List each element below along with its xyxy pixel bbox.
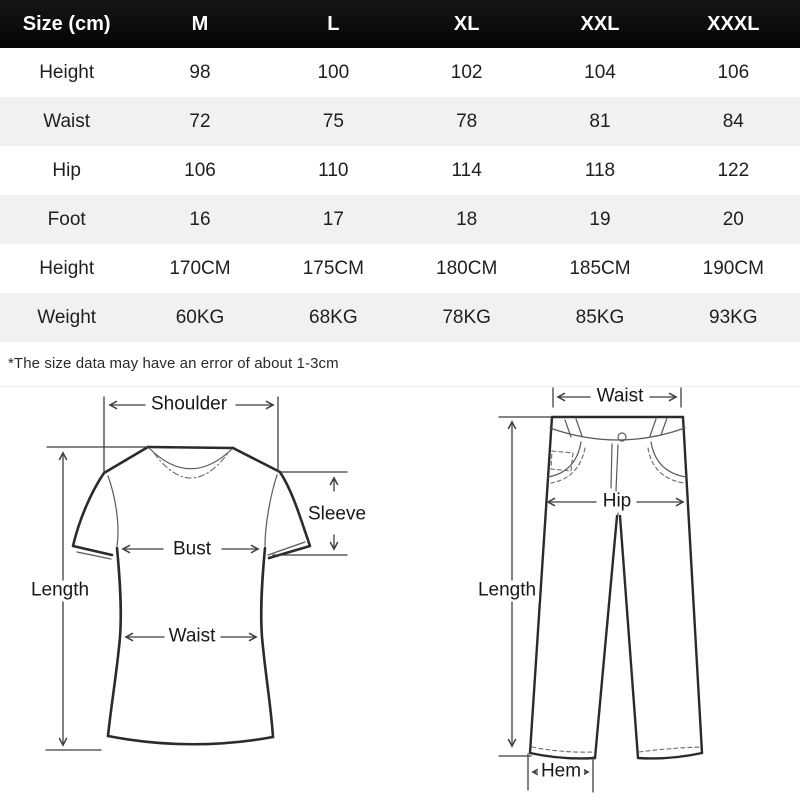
table-cell: 75 [322,111,344,132]
shirt-pants-line-art [0,380,800,800]
row-label: Hip [52,160,81,181]
size-header-xl: XL [453,13,480,35]
table-cell: 170CM [169,258,231,279]
size-header-xxl: XXL [580,13,620,35]
table-row-hip [0,146,800,195]
table-cell: 114 [451,160,482,181]
table-cell: 185CM [569,258,631,279]
table-cell: 17 [322,209,344,230]
pants-hem-label: Hem [538,762,584,783]
table-cell: 18 [456,209,478,230]
pants-hip-label: Hip [600,492,635,513]
table-row-waist [0,97,800,146]
table-cell: 106 [717,62,750,83]
pants-length-label: Length [475,581,539,602]
table-row-weight [0,293,800,342]
table-cell: 68KG [309,307,358,328]
table-cell: 190CM [702,258,764,279]
table-cell: 60KG [175,307,225,328]
size-header-l: L [327,13,340,35]
size-tolerance-note: *The size data may have an error of about 1-3cm [8,355,339,372]
collar-stitch-line [154,453,228,478]
table-cell: 98 [189,62,211,83]
shirt-bust-label: Bust [170,540,214,561]
table-cell: 106 [184,160,216,181]
table-cell: 16 [189,209,211,230]
row-label: Weight [37,307,97,328]
table-cell: 180CM [436,258,498,279]
tshirt-measure-lines [46,397,347,750]
row-label: Height [39,62,95,83]
pants-waist-label: Waist [594,387,647,408]
table-cell: 102 [450,62,483,83]
table-cell: 78KG [442,307,491,328]
table-cell: 19 [589,209,611,230]
table-cell: 84 [722,111,744,132]
table-cell: 20 [722,209,744,230]
table-cell: 72 [189,111,211,132]
table-cell: 78 [456,111,478,132]
tshirt-drawing [46,397,347,750]
size-header-xxxl: XXXL [707,13,760,35]
table-cell: 104 [584,62,616,83]
row-label: Height [39,258,95,279]
table-cell: 118 [584,160,616,181]
tshirt-outline [73,447,310,744]
table-cell: 175CM [302,258,364,279]
shirt-length-label: Length [28,581,92,602]
shirt-sleeve-label: Sleeve [305,505,369,526]
table-cell: 85KG [575,307,625,328]
table-row-height-cm [0,244,800,293]
table-cell: 81 [589,111,611,132]
shirt-shoulder-label: Shoulder [148,395,230,416]
table-cell: 93KG [709,307,758,328]
measurement-diagrams [0,380,800,800]
table-cell: 122 [717,160,750,181]
table-row-height [0,48,800,97]
size-table-header-row [0,0,800,48]
size-header-label: Size (cm) [22,13,111,35]
size-header-m: M [191,13,209,35]
pants-outline [530,417,702,758]
size-table [0,0,800,342]
table-cell: 110 [318,160,349,181]
table-cell: 100 [317,62,350,83]
shirt-waist-label: Waist [166,627,219,648]
table-row-foot [0,195,800,244]
row-label: Foot [47,209,86,230]
row-label: Waist [43,111,91,132]
